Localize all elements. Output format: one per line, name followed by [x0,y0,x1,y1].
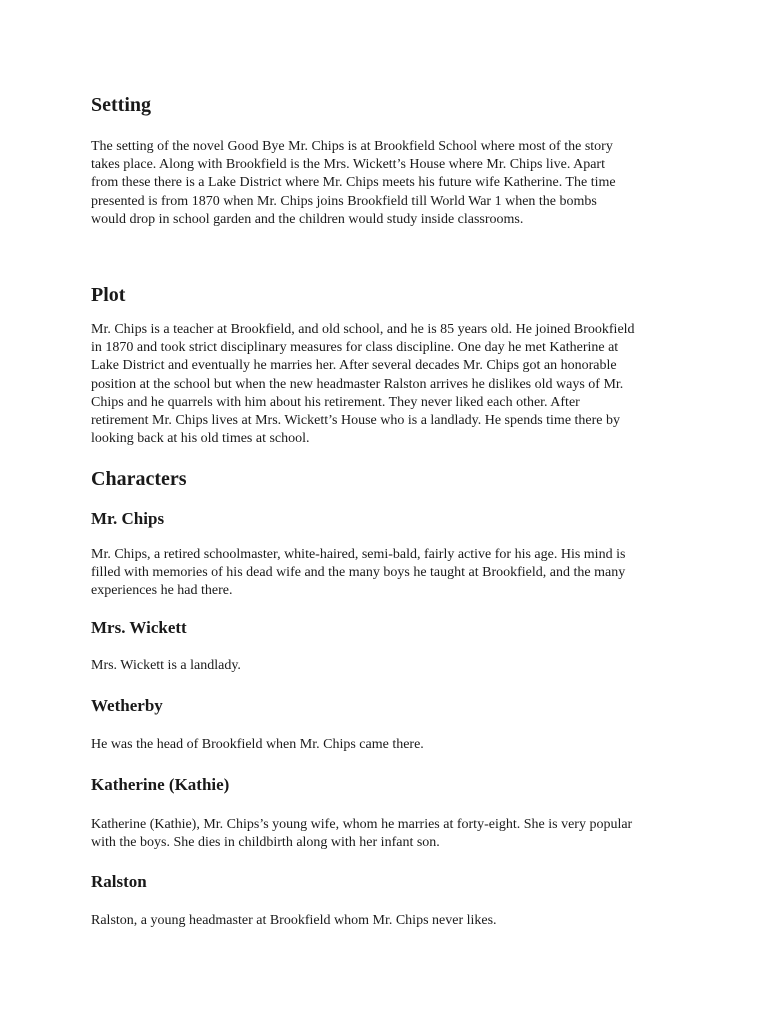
plot-heading: Plot [91,284,126,306]
character-name-mr-chips: Mr. Chips [91,509,165,528]
character-description-katherine: Katherine (Kathie), Mr. Chips’s young wife, whom he marries at forty-eight. She is very popular with the boys. She dies in childbirth along with her infant son. [91,817,633,851]
character-name-ralston: Ralston [91,872,147,891]
character-description-wetherby: He was the head of Brookfield when Mr. Chips came there. [91,737,424,752]
character-name-katherine: Katherine (Kathie) [91,775,230,794]
character-description-ralston: Ralston, a young headmaster at Brookfield whom Mr. Chips never likes. [91,913,497,928]
character-name-mrs-wickett: Mrs. Wickett [91,618,187,637]
plot-paragraph: Mr. Chips is a teacher at Brookfield, and old school, and he is 85 years old. He joined Brookfield in 1870 and took strict disciplinary measures for class discipline. One day he met Katherine at Lake District and eventually he marries her. After several decades Mr. Chips got an honorable position at the school but when the new headmaster Ralston arrives he dislikes old ways of Mr. Chips and he quarrels with him about his retirement. They never liked each other. After retirement Mr. Chips lives at Mrs. Wickett’s House who is a landlady. He spends time there by looking back at his old times at school. [91,322,635,447]
setting-paragraph: The setting of the novel Good Bye Mr. Chips is at Brookfield School where most of the story takes place. Along with Brookfield is the Mrs. Wickett’s House where Mr. Chips live. Apart from these there is a Lake District where Mr. Chips meets his future wife Katherine. The time presented is from 1870 when Mr. Chips joins Brookfield till World War 1 when the bombs would drop in school garden and the children would study inside classrooms. [91,139,616,227]
character-description-mrs-wickett: Mrs. Wickett is a landlady. [91,658,241,673]
setting-heading: Setting [91,94,151,116]
character-name-wetherby: Wetherby [91,696,163,715]
character-description-mr-chips: Mr. Chips, a retired schoolmaster, white-haired, semi-bald, fairly active for his age. His mind is filled with memories of his dead wife and the many boys he taught at Brookfield, and the many experiences he had there. [91,547,626,599]
characters-heading: Characters [91,468,187,490]
